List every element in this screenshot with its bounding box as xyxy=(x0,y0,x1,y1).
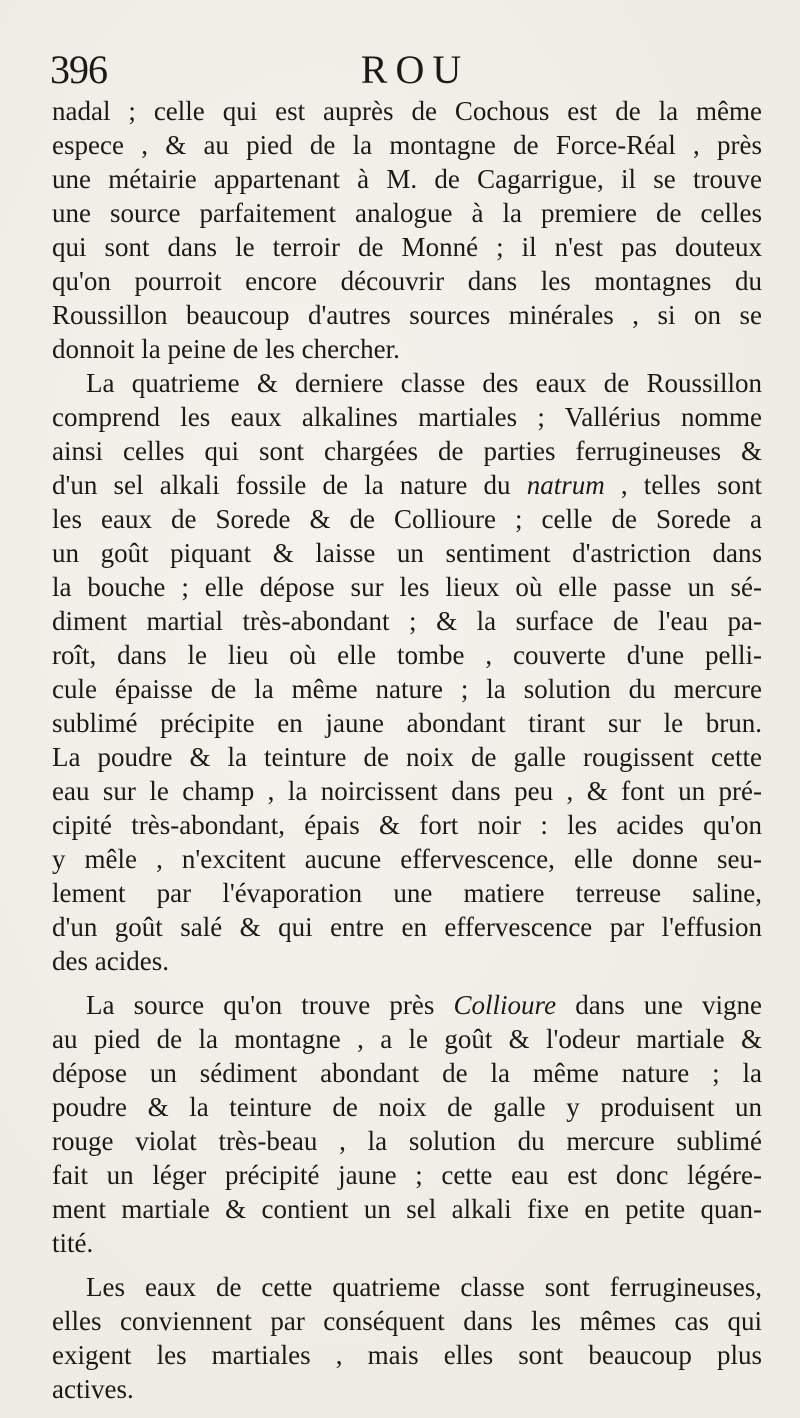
text-line: les eaux de Sorede & de Collioure ; celle de Sorede a xyxy=(52,504,762,534)
paragraph xyxy=(52,94,762,366)
text-line: une source parfaitement analogue à la premiere de celles xyxy=(52,198,762,228)
text-line: ainsi celles qui sont chargées de parties ferrugineuses & xyxy=(52,436,762,466)
text-run: La source qu'on trouve près xyxy=(86,990,454,1020)
text-line: poudre & la teinture de noix de galle y produisent un xyxy=(52,1092,762,1122)
text-line: rouge violat très-beau , la solution du mercure sublimé xyxy=(52,1126,762,1156)
body-text xyxy=(52,94,762,1406)
text-line: au pied de la montagne , a le goût & l'odeur martiale & xyxy=(52,1024,762,1054)
text-line: ment martiale & contient un sel alkali fixe en petite quan- xyxy=(52,1194,762,1224)
text-line: Les eaux de cette quatrieme classe sont ferrugineuses, xyxy=(86,1272,762,1302)
paragraph xyxy=(52,366,762,978)
paragraph-gap xyxy=(52,978,762,988)
text-line: sublimé précipite en jaune abondant tirant sur le brun. xyxy=(52,708,762,738)
text-line xyxy=(52,468,762,502)
text-run: dans une vigne xyxy=(556,990,762,1020)
text-line: la bouche ; elle dépose sur les lieux où elle passe un sé- xyxy=(52,572,762,602)
text-run: , telles sont xyxy=(604,470,762,500)
running-head xyxy=(50,40,750,100)
text-line xyxy=(52,988,762,1022)
text-line: cule épaisse de la même nature ; la solution du mercure xyxy=(52,674,762,704)
text-line: qui sont dans le terroir de Monné ; il n'est pas douteux xyxy=(52,232,762,262)
text-line: y mêle , n'excitent aucune effervescence, elle donne seu- xyxy=(52,844,762,874)
text-line: elles conviennent par conséquent dans les mêmes cas qui xyxy=(52,1306,762,1336)
text-line: Roussillon beaucoup d'autres sources minérales , si on se xyxy=(52,300,762,330)
text-line: nadal ; celle qui est auprès de Cochous est de la même xyxy=(52,96,762,126)
text-line: donnoit la peine de les chercher. xyxy=(52,334,400,364)
text-line: comprend les eaux alkalines martiales ; Vallérius nomme xyxy=(52,402,762,432)
text-line: roît, dans le lieu où elle tombe , couverte d'une pelli- xyxy=(52,640,762,670)
text-line: d'un goût salé & qui entre en effervescence par l'effusion xyxy=(52,912,762,942)
running-title: ROU xyxy=(360,47,470,92)
text-line: exigent les martiales , mais elles sont beaucoup plus xyxy=(52,1340,762,1370)
text-line: lement par l'évaporation une matiere terreuse saline, xyxy=(52,878,762,908)
text-line: eau sur le champ , la noircissent dans peu , & font un pré- xyxy=(52,776,762,806)
text-line: qu'on pourroit encore découvrir dans les montagnes du xyxy=(52,266,762,296)
text-line: La poudre & la teinture de noix de galle rougissent cette xyxy=(52,742,762,772)
paragraph xyxy=(52,1270,762,1406)
text-line: une métairie appartenant à M. de Cagarrigue, il se trouve xyxy=(52,164,762,194)
page-number: 396 xyxy=(50,47,107,92)
paragraph-gap xyxy=(52,1260,762,1270)
text-line: espece , & au pied de la montagne de Force-Réal , près xyxy=(52,130,762,160)
text-line: actives. xyxy=(52,1374,134,1404)
text-line: cipité très-abondant, épais & fort noir : les acides qu'on xyxy=(52,810,762,840)
text-line: un goût piquant & laisse un sentiment d'astriction dans xyxy=(52,538,762,568)
text-line: dépose un sédiment abondant de la même nature ; la xyxy=(52,1058,762,1088)
text-line: diment martial très-abondant ; & la surface de l'eau pa- xyxy=(52,606,762,636)
text-line: fait un léger précipité jaune ; cette eau est donc légére- xyxy=(52,1160,762,1190)
italic-term: natrum xyxy=(526,470,605,500)
text-line: des acides. xyxy=(52,946,169,976)
text-run: d'un sel alkali fossile de la nature du xyxy=(52,470,527,500)
italic-place-name: Collioure xyxy=(453,990,557,1020)
paragraph xyxy=(52,988,762,1260)
text-line: tité. xyxy=(52,1228,94,1258)
text-line: La quatrieme & derniere classe des eaux de Roussillon xyxy=(86,368,762,398)
